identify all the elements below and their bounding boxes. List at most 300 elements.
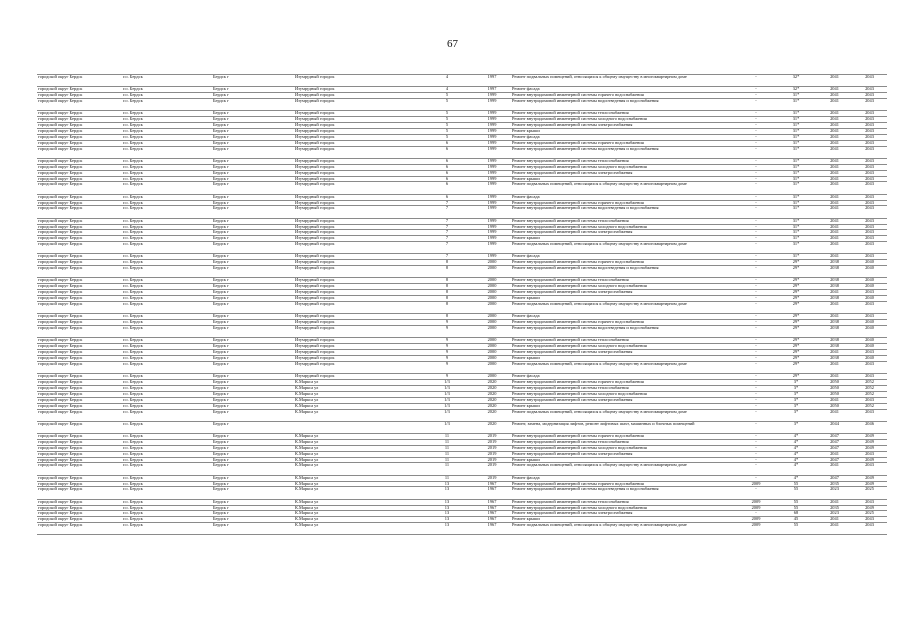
period-end-cell: 2043 xyxy=(852,146,887,158)
work-type-cell: Ремонт внутридомовой инженерной системы водоотведения и водоснабжения xyxy=(511,266,737,278)
period-start-cell: 2041 xyxy=(817,128,852,134)
street-cell: К.Маркса ул xyxy=(294,439,421,445)
period-end-cell: 2043 xyxy=(852,409,887,421)
period-end-cell: 2043 xyxy=(852,517,887,523)
table-row xyxy=(37,326,887,338)
period-start-cell: 2050 xyxy=(817,379,852,385)
build-year-cell: 2020 xyxy=(473,379,511,385)
period-end-cell: 2043 xyxy=(852,93,887,99)
wear-cell: 55 xyxy=(775,481,817,487)
wear-cell: 31* xyxy=(775,254,817,260)
period-start-cell: 2041 xyxy=(817,170,852,176)
settlement-cell: г.о. Бердск xyxy=(122,457,212,463)
house-number-cell: 13 xyxy=(421,487,473,499)
work-type-cell: Ремонт внутридомовой инженерной системы горячего водоснабжения xyxy=(511,379,737,385)
locality-cell: Бердск г xyxy=(212,182,294,194)
work-type-cell: Ремонт внутридомовой инженерной системы водоотведения и водоснабжения xyxy=(511,326,737,338)
street-cell: К.Маркса ул xyxy=(294,433,421,439)
municipality-cell: городской округ Бердск xyxy=(37,463,122,475)
work-type-cell: Ремонт внутридомовой инженерной системы горячего водоснабжения xyxy=(511,433,737,439)
house-number-cell: 5 xyxy=(421,111,473,117)
work-type-cell: Ремонт внутридомовой инженерной системы водоотведения и водоснабжения xyxy=(511,487,737,499)
work-type-cell: Ремонт внутридомовой инженерной системы электроснабжения xyxy=(511,350,737,356)
period-end-cell: 2040 xyxy=(852,338,887,344)
wear-cell: 29* xyxy=(775,302,817,314)
period-end-cell: 2043 xyxy=(852,111,887,117)
street-cell: Изумрудный городок xyxy=(294,194,421,200)
period-start-cell: 2041 xyxy=(817,194,852,200)
locality-cell: Бердск г xyxy=(212,302,294,314)
last-repair-year-cell: - xyxy=(737,320,775,326)
street-cell: Изумрудный городок xyxy=(294,374,421,380)
last-repair-year-cell: - xyxy=(737,314,775,320)
period-end-cell: 2043 xyxy=(852,397,887,403)
period-end-cell: 2043 xyxy=(852,224,887,230)
build-year-cell: 2000 xyxy=(473,338,511,344)
period-end-cell: 2049 xyxy=(852,457,887,463)
settlement-cell: г.о. Бердск xyxy=(122,134,212,140)
work-type-cell: Ремонт внутридомовой инженерной системы горячего водоснабжения xyxy=(511,260,737,266)
street-cell: Изумрудный городок xyxy=(294,278,421,284)
wear-cell: 31* xyxy=(775,117,817,123)
build-year-cell: 2019 xyxy=(473,475,511,481)
street-cell: Изумрудный городок xyxy=(294,93,421,99)
period-end-cell: 2043 xyxy=(852,134,887,140)
period-start-cell: 2041 xyxy=(817,254,852,260)
wear-cell: 31* xyxy=(775,224,817,230)
last-repair-year-cell: 2009 xyxy=(737,499,775,505)
last-repair-year-cell: - xyxy=(737,421,775,433)
period-start-cell: 2038 xyxy=(817,278,852,284)
wear-cell: 31* xyxy=(775,140,817,146)
period-end-cell: 2040 xyxy=(852,320,887,326)
house-number-cell: 11 xyxy=(421,451,473,457)
locality-cell: Бердск г xyxy=(212,374,294,380)
street-cell: К.Маркса ул xyxy=(294,523,421,535)
street-cell: Изумрудный городок xyxy=(294,146,421,158)
locality-cell: Бердск г xyxy=(212,93,294,99)
build-year-cell: 1999 xyxy=(473,128,511,134)
wear-cell: 4* xyxy=(775,463,817,475)
locality-cell: Бердск г xyxy=(212,99,294,111)
period-start-cell: 2050 xyxy=(817,403,852,409)
wear-cell: 31* xyxy=(775,164,817,170)
wear-cell: 31* xyxy=(775,99,817,111)
build-year-cell: 1999 xyxy=(473,158,511,164)
work-type-cell: Ремонт внутридомовой инженерной системы холодного водоснабжения xyxy=(511,117,737,123)
settlement-cell: г.о. Бердск xyxy=(122,75,212,87)
period-start-cell: 2047 xyxy=(817,433,852,439)
period-start-cell: 2041 xyxy=(817,87,852,93)
municipality-cell: городской округ Бердск xyxy=(37,374,122,380)
settlement-cell: г.о. Бердск xyxy=(122,99,212,111)
house-number-cell: 5 xyxy=(421,128,473,134)
build-year-cell: 2000 xyxy=(473,302,511,314)
build-year-cell: 2000 xyxy=(473,350,511,356)
build-year-cell: 1967 xyxy=(473,481,511,487)
locality-cell: Бердск г xyxy=(212,111,294,117)
municipality-cell: городской округ Бердск xyxy=(37,421,122,433)
period-end-cell: 2043 xyxy=(852,218,887,224)
period-end-cell: 2046 xyxy=(852,421,887,433)
period-end-cell: 2043 xyxy=(852,128,887,134)
street-cell: Изумрудный городок xyxy=(294,111,421,117)
municipality-cell: городской округ Бердск xyxy=(37,499,122,505)
municipality-cell: городской округ Бердск xyxy=(37,87,122,93)
house-number-cell: 1/3 xyxy=(421,421,473,433)
settlement-cell: г.о. Бердск xyxy=(122,176,212,182)
last-repair-year-cell: - xyxy=(737,75,775,87)
last-repair-year-cell: - xyxy=(737,451,775,457)
municipality-cell: городской округ Бердск xyxy=(37,397,122,403)
last-repair-year-cell: - xyxy=(737,230,775,236)
wear-cell: 3* xyxy=(775,421,817,433)
street-cell: Изумрудный городок xyxy=(294,242,421,254)
locality-cell: Бердск г xyxy=(212,350,294,356)
build-year-cell: 1999 xyxy=(473,200,511,206)
municipality-cell: городской округ Бердск xyxy=(37,176,122,182)
work-type-cell: Ремонт внутридомовой инженерной системы электроснабжения xyxy=(511,290,737,296)
settlement-cell: г.о. Бердск xyxy=(122,433,212,439)
period-end-cell: 2052 xyxy=(852,385,887,391)
settlement-cell: г.о. Бердск xyxy=(122,385,212,391)
wear-cell: 31* xyxy=(775,93,817,99)
last-repair-year-cell: - xyxy=(737,302,775,314)
wear-cell: 4* xyxy=(775,475,817,481)
period-start-cell: 2050 xyxy=(817,391,852,397)
house-number-cell: 11 xyxy=(421,475,473,481)
period-start-cell: 2038 xyxy=(817,260,852,266)
municipality-cell: городской округ Бердск xyxy=(37,314,122,320)
house-number-cell: 1/3 xyxy=(421,409,473,421)
settlement-cell: г.о. Бердск xyxy=(122,409,212,421)
municipality-cell: городской округ Бердск xyxy=(37,266,122,278)
settlement-cell: г.о. Бердск xyxy=(122,117,212,123)
locality-cell: Бердск г xyxy=(212,296,294,302)
house-number-cell: 13 xyxy=(421,505,473,511)
street-cell: Изумрудный городок xyxy=(294,164,421,170)
settlement-cell: г.о. Бердск xyxy=(122,266,212,278)
period-start-cell: 2047 xyxy=(817,475,852,481)
last-repair-year-cell: - xyxy=(737,403,775,409)
period-end-cell: 2049 xyxy=(852,481,887,487)
locality-cell: Бердск г xyxy=(212,451,294,457)
period-start-cell: 2044 xyxy=(817,421,852,433)
locality-cell: Бердск г xyxy=(212,176,294,182)
last-repair-year-cell: - xyxy=(737,391,775,397)
municipality-cell: городской округ Бердск xyxy=(37,230,122,236)
street-cell: Изумрудный городок xyxy=(294,99,421,111)
period-start-cell: 2050 xyxy=(817,385,852,391)
municipality-cell: городской округ Бердск xyxy=(37,128,122,134)
house-number-cell: 9 xyxy=(421,326,473,338)
work-type-cell: Ремонт подвальных помещений, относящихся к общему имуществу в многоквартирном доме xyxy=(511,242,737,254)
work-type-cell: Ремонт подвальных помещений, относящихся к общему имуществу в многоквартирном доме xyxy=(511,302,737,314)
last-repair-year-cell: - xyxy=(737,278,775,284)
last-repair-year-cell: - xyxy=(737,218,775,224)
wear-cell: 31* xyxy=(775,176,817,182)
period-end-cell: 2043 xyxy=(852,242,887,254)
municipality-cell: городской округ Бердск xyxy=(37,254,122,260)
street-cell: Изумрудный городок xyxy=(294,266,421,278)
period-end-cell: 2043 xyxy=(852,170,887,176)
work-type-cell: Ремонт крыши xyxy=(511,236,737,242)
last-repair-year-cell: - xyxy=(737,433,775,439)
locality-cell: Бердск г xyxy=(212,409,294,421)
municipality-cell: городской округ Бердск xyxy=(37,379,122,385)
wear-cell: 31* xyxy=(775,182,817,194)
street-cell: К.Маркса ул xyxy=(294,397,421,403)
street-cell: Изумрудный городок xyxy=(294,182,421,194)
house-number-cell: 6 xyxy=(421,158,473,164)
last-repair-year-cell: - xyxy=(737,374,775,380)
settlement-cell: г.о. Бердск xyxy=(122,487,212,499)
settlement-cell: г.о. Бердск xyxy=(122,260,212,266)
wear-cell: 29* xyxy=(775,326,817,338)
last-repair-year-cell: - xyxy=(737,128,775,134)
house-number-cell: 6 xyxy=(421,146,473,158)
page-number: 67 xyxy=(447,38,458,50)
work-type-cell: Ремонт фасада xyxy=(511,314,737,320)
build-year-cell: 1999 xyxy=(473,242,511,254)
house-number-cell: 11 xyxy=(421,445,473,451)
municipality-cell: городской округ Бердск xyxy=(37,481,122,487)
settlement-cell: г.о. Бердск xyxy=(122,242,212,254)
house-number-cell: 4 xyxy=(421,75,473,87)
period-end-cell: 2043 xyxy=(852,200,887,206)
build-year-cell: 2000 xyxy=(473,320,511,326)
settlement-cell: г.о. Бердск xyxy=(122,403,212,409)
period-start-cell: 2041 xyxy=(817,290,852,296)
build-year-cell: 1997 xyxy=(473,75,511,87)
last-repair-year-cell: - xyxy=(737,355,775,361)
period-end-cell: 2043 xyxy=(852,176,887,182)
locality-cell: Бердск г xyxy=(212,499,294,505)
locality-cell: Бердск г xyxy=(212,75,294,87)
period-start-cell: 2041 xyxy=(817,230,852,236)
house-number-cell: 1/3 xyxy=(421,397,473,403)
street-cell: Изумрудный городок xyxy=(294,140,421,146)
work-type-cell: Ремонт внутридомовой инженерной системы холодного водоснабжения xyxy=(511,505,737,511)
period-start-cell: 2041 xyxy=(817,75,852,87)
locality-cell: Бердск г xyxy=(212,314,294,320)
street-cell: К.Маркса ул xyxy=(294,487,421,499)
house-number-cell: 5 xyxy=(421,123,473,129)
municipality-cell: городской округ Бердск xyxy=(37,278,122,284)
street-cell: Изумрудный городок xyxy=(294,344,421,350)
municipality-cell: городской округ Бердск xyxy=(37,439,122,445)
municipality-cell: городской округ Бердск xyxy=(37,302,122,314)
house-number-cell: 7 xyxy=(421,218,473,224)
settlement-cell: г.о. Бердск xyxy=(122,314,212,320)
period-start-cell: 2038 xyxy=(817,355,852,361)
locality-cell: Бердск г xyxy=(212,385,294,391)
wear-cell: 29* xyxy=(775,278,817,284)
house-number-cell: 13 xyxy=(421,523,473,535)
build-year-cell: 1999 xyxy=(473,206,511,218)
wear-cell: 29* xyxy=(775,260,817,266)
period-end-cell: 2043 xyxy=(852,314,887,320)
last-repair-year-cell: - xyxy=(737,87,775,93)
work-type-cell: Ремонт внутридомовой инженерной системы теплоснабжения xyxy=(511,111,737,117)
table-row xyxy=(37,409,887,421)
street-cell: Изумрудный городок xyxy=(294,361,421,373)
street-cell: К.Маркса ул xyxy=(294,403,421,409)
municipality-cell: городской округ Бердск xyxy=(37,200,122,206)
period-end-cell: 2043 xyxy=(852,230,887,236)
locality-cell: Бердск г xyxy=(212,475,294,481)
settlement-cell: г.о. Бердск xyxy=(122,397,212,403)
period-end-cell: 2043 xyxy=(852,523,887,535)
wear-cell: 31* xyxy=(775,200,817,206)
work-type-cell: Ремонт внутридомовой инженерной системы водоотведения и водоснабжения xyxy=(511,206,737,218)
settlement-cell: г.о. Бердск xyxy=(122,505,212,511)
work-type-cell: Ремонт внутридомовой инженерной системы электроснабжения xyxy=(511,511,737,517)
period-end-cell: 2052 xyxy=(852,403,887,409)
wear-cell: 31* xyxy=(775,134,817,140)
settlement-cell: г.о. Бердск xyxy=(122,517,212,523)
locality-cell: Бердск г xyxy=(212,326,294,338)
work-type-cell: Ремонт фасада xyxy=(511,134,737,140)
period-start-cell: 2038 xyxy=(817,344,852,350)
last-repair-year-cell: - xyxy=(737,326,775,338)
build-year-cell: 1999 xyxy=(473,146,511,158)
work-type-cell: Ремонт крыши xyxy=(511,355,737,361)
settlement-cell: г.о. Бердск xyxy=(122,361,212,373)
last-repair-year-cell: - xyxy=(737,397,775,403)
street-cell: Изумрудный городок xyxy=(294,206,421,218)
last-repair-year-cell: - xyxy=(737,439,775,445)
work-type-cell: Ремонт подвальных помещений, относящихся к общему имуществу в многоквартирном доме xyxy=(511,409,737,421)
build-year-cell: 2000 xyxy=(473,361,511,373)
house-number-cell: 8 xyxy=(421,278,473,284)
table-row xyxy=(37,463,887,475)
locality-cell: Бердск г xyxy=(212,487,294,499)
municipality-cell: городской округ Бердск xyxy=(37,158,122,164)
locality-cell: Бердск г xyxy=(212,361,294,373)
locality-cell: Бердск г xyxy=(212,218,294,224)
wear-cell: 31* xyxy=(775,158,817,164)
last-repair-year-cell: - xyxy=(737,475,775,481)
period-end-cell: 2043 xyxy=(852,302,887,314)
house-number-cell: 8 xyxy=(421,296,473,302)
house-number-cell: 1/3 xyxy=(421,403,473,409)
locality-cell: Бердск г xyxy=(212,439,294,445)
period-start-cell: 2038 xyxy=(817,266,852,278)
house-number-cell: 1/3 xyxy=(421,391,473,397)
work-type-cell: Ремонт крыши xyxy=(511,296,737,302)
locality-cell: Бердск г xyxy=(212,481,294,487)
period-start-cell: 2041 xyxy=(817,158,852,164)
locality-cell: Бердск г xyxy=(212,134,294,140)
street-cell: К.Маркса ул xyxy=(294,391,421,397)
build-year-cell: 1999 xyxy=(473,194,511,200)
settlement-cell: г.о. Бердск xyxy=(122,451,212,457)
wear-cell: 29* xyxy=(775,320,817,326)
locality-cell: Бердск г xyxy=(212,338,294,344)
period-end-cell: 2043 xyxy=(852,206,887,218)
period-end-cell: 2043 xyxy=(852,254,887,260)
work-type-cell: Ремонт внутридомовой инженерной системы электроснабжения xyxy=(511,397,737,403)
municipality-cell: городской округ Бердск xyxy=(37,236,122,242)
wear-cell: 4* xyxy=(775,439,817,445)
table-body xyxy=(37,75,887,535)
locality-cell: Бердск г xyxy=(212,260,294,266)
work-type-cell: Ремонт внутридомовой инженерной системы холодного водоснабжения xyxy=(511,164,737,170)
work-type-cell: Ремонт внутридомовой инженерной системы теплоснабжения xyxy=(511,278,737,284)
wear-cell: 29* xyxy=(775,338,817,344)
wear-cell: 29* xyxy=(775,344,817,350)
period-end-cell: 2049 xyxy=(852,439,887,445)
house-number-cell: 11 xyxy=(421,463,473,475)
period-start-cell: 2038 xyxy=(817,338,852,344)
period-end-cell: 2043 xyxy=(852,164,887,170)
work-type-cell: Ремонт внутридомовой инженерной системы горячего водоснабжения xyxy=(511,200,737,206)
work-type-cell: Ремонт крыши xyxy=(511,457,737,463)
period-start-cell: 2035 xyxy=(817,505,852,511)
house-number-cell: 9 xyxy=(421,320,473,326)
work-type-cell: Ремонт внутридомовой инженерной системы горячего водоснабжения xyxy=(511,320,737,326)
locality-cell: Бердск г xyxy=(212,457,294,463)
build-year-cell: 1967 xyxy=(473,487,511,499)
last-repair-year-cell: 2009 xyxy=(737,505,775,511)
period-start-cell: 2023 xyxy=(817,487,852,499)
period-end-cell: 2049 xyxy=(852,475,887,481)
build-year-cell: 1999 xyxy=(473,218,511,224)
table-row xyxy=(37,266,887,278)
settlement-cell: г.о. Бердск xyxy=(122,230,212,236)
locality-cell: Бердск г xyxy=(212,170,294,176)
street-cell: Изумрудный городок xyxy=(294,236,421,242)
wear-cell: 55 xyxy=(775,523,817,535)
period-start-cell: 2041 xyxy=(817,218,852,224)
last-repair-year-cell: - xyxy=(737,445,775,451)
build-year-cell: 2019 xyxy=(473,445,511,451)
street-cell: Изумрудный городок xyxy=(294,218,421,224)
work-type-cell: Ремонт крыши xyxy=(511,128,737,134)
street-cell: Изумрудный городок xyxy=(294,200,421,206)
work-type-cell: Ремонт крыши xyxy=(511,403,737,409)
period-start-cell: 2035 xyxy=(817,481,852,487)
build-year-cell: 2000 xyxy=(473,374,511,380)
wear-cell: 29* xyxy=(775,296,817,302)
municipality-cell: городской округ Бердск xyxy=(37,409,122,421)
build-year-cell: 2020 xyxy=(473,421,511,433)
locality-cell: Бердск г xyxy=(212,517,294,523)
period-end-cell: 2043 xyxy=(852,123,887,129)
period-start-cell: 2041 xyxy=(817,146,852,158)
last-repair-year-cell: - xyxy=(737,164,775,170)
wear-cell: 4* xyxy=(775,457,817,463)
build-year-cell: 2019 xyxy=(473,451,511,457)
house-number-cell: 5 xyxy=(421,117,473,123)
municipality-cell: городской округ Бердск xyxy=(37,242,122,254)
locality-cell: Бердск г xyxy=(212,200,294,206)
house-number-cell: 6 xyxy=(421,170,473,176)
last-repair-year-cell: - xyxy=(737,409,775,421)
last-repair-year-cell: - xyxy=(737,254,775,260)
locality-cell: Бердск г xyxy=(212,290,294,296)
last-repair-year-cell: - xyxy=(737,266,775,278)
work-type-cell: Ремонт внутридомовой инженерной системы горячего водоснабжения xyxy=(511,481,737,487)
period-start-cell: 2041 xyxy=(817,361,852,373)
capital-repair-table xyxy=(37,74,887,535)
locality-cell: Бердск г xyxy=(212,224,294,230)
period-start-cell: 2038 xyxy=(817,284,852,290)
work-type-cell: Ремонт внутридомовой инженерной системы холодного водоснабжения xyxy=(511,224,737,230)
municipality-cell: городской округ Бердск xyxy=(37,224,122,230)
settlement-cell: г.о. Бердск xyxy=(122,128,212,134)
